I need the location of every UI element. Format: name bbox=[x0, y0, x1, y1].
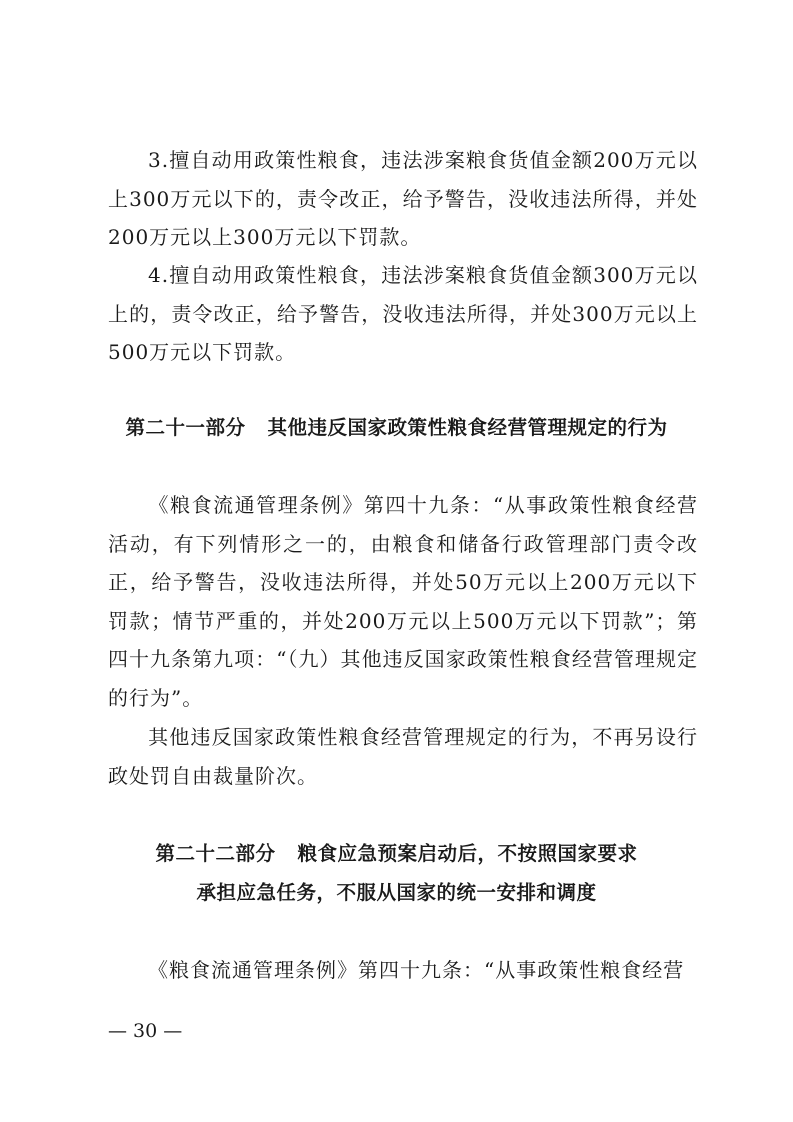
page-number: — 30 — bbox=[108, 1020, 183, 1042]
paragraph-item-3 bbox=[108, 141, 698, 257]
regulation-citation-paragraph-2 bbox=[108, 951, 698, 990]
section-22-heading-line1 bbox=[60, 834, 733, 873]
regulation-citation-text: 《粮食流通管理条例》第四十九条：“从事政策性粮食经营活动，有下列情形之一的，由粮食和储备行政管理部门责令改正，给予警告，没收违法所得，并处50万元以上200万元以下罚款；情节严重的，并处200万元以上500万元以下罚款”；第四十九条第九项：“（九）其他违反国家政策性粮食经营管理规定的行为”。 bbox=[108, 493, 698, 710]
paragraph-item-4-text: 4.擅自动用政策性粮食，违法涉案粮食货值金额300万元以上的，责令改正，给予警告，没收违法所得，并处300万元以上500万元以下罚款。 bbox=[108, 263, 698, 364]
regulation-citation-text-2: 《粮食流通管理条例》第四十九条：“从事政策性粮食经营 bbox=[148, 958, 685, 982]
section-22-title-line2: 承担应急任务，不服从国家的统一安排和调度 bbox=[196, 881, 597, 904]
section-21-title: 其他违反国家政策性粮食经营管理规定的行为 bbox=[267, 416, 668, 439]
paragraph-item-4 bbox=[108, 256, 698, 372]
section-21-number: 第二十一部分 bbox=[125, 416, 246, 439]
discretion-note-text: 其他违反国家政策性粮食经营管理规定的行为，不再另设行政处罚自由裁量阶次。 bbox=[108, 725, 698, 788]
section-22-title-line1: 粮食应急预案启动后，不按照国家要求 bbox=[297, 842, 638, 865]
section-21-heading bbox=[60, 408, 733, 447]
discretion-note-paragraph bbox=[108, 718, 698, 795]
regulation-citation-paragraph bbox=[108, 486, 698, 717]
paragraph-item-3-text: 3.擅自动用政策性粮食，违法涉案粮食货值金额200万元以上300万元以下的，责令改正，给予警告，没收违法所得，并处200万元以上300万元以下罚款。 bbox=[108, 148, 698, 249]
section-22-number: 第二十二部分 bbox=[155, 842, 276, 865]
section-22-heading-line2 bbox=[60, 873, 733, 912]
